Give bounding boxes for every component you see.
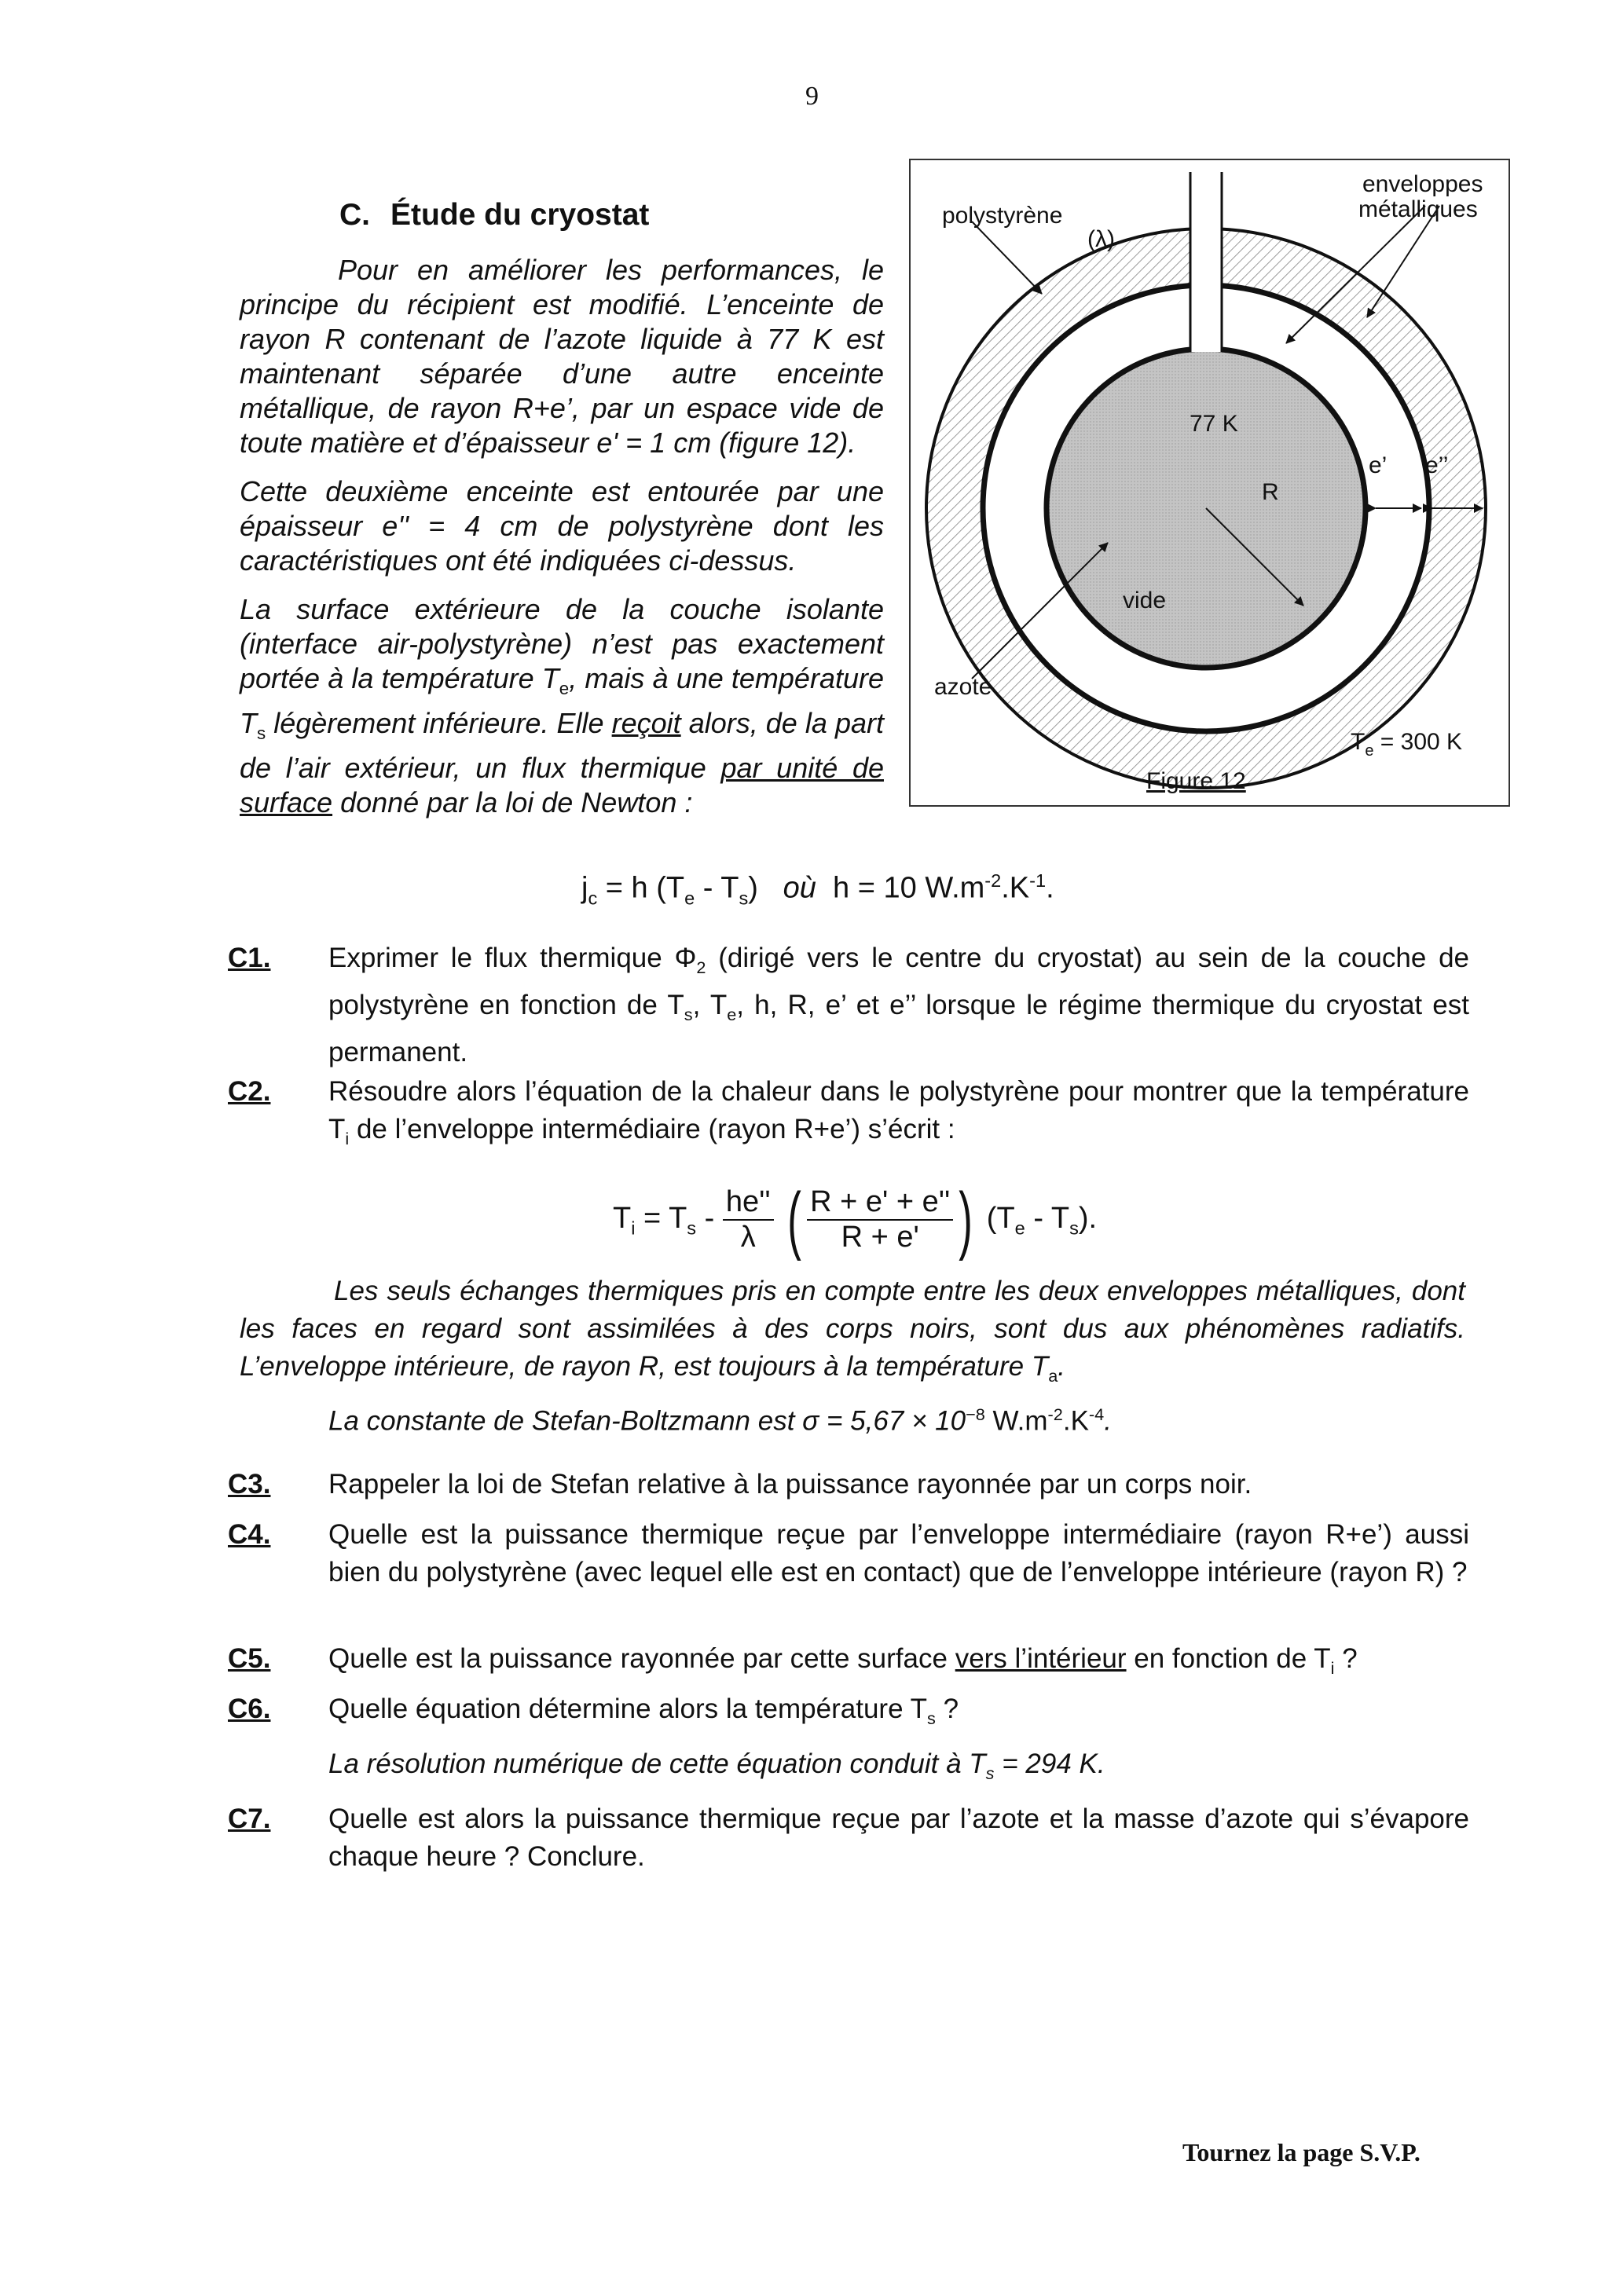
label-e-prime: e’ xyxy=(1369,452,1388,478)
question-label: C1. xyxy=(228,943,271,973)
question-label: C7. xyxy=(228,1803,271,1834)
neck-tube xyxy=(1190,160,1222,352)
question-c7: C7. Quelle est alors la puissance thermique reçue par l’azote et la masse d’azote qui s’évapore chaque heure ? Conclure. xyxy=(228,1800,1469,1876)
label-vide: vide xyxy=(1123,588,1167,613)
stefan-constant-note: La constante de Stefan-Boltzmann est $\sigma = 5,67 \times 10^{-8}$ $W.m^{-2}.K^{-4}$. xyxy=(328,1404,1112,1437)
cryostat-diagram xyxy=(911,160,1509,805)
section-title-text: Étude du cryostat xyxy=(390,198,650,232)
intro-paragraph-1: Pour en améliorer les performances, le principe du récipient est modifié. L’enceinte de rayon R contenant de l’azote liquide à 77 K est maintenant séparée d’une autre enceinte métallique, de rayon R+e’, par un espace vide de toute matière et d’épaisseur e' = 1 cm (figure 12). xyxy=(240,254,884,459)
newton-law-equation: $j_c = h$ $(T_e - T_s)$ où h = 10 $W.m^{-2}.K^{-1}$. xyxy=(581,870,1054,909)
label-metalliques: métalliques xyxy=(1358,196,1478,222)
underlined-recoit: reçoit xyxy=(611,707,681,740)
label-te: $T_e = 300$ K xyxy=(1351,729,1463,760)
question-c4: C4. Quelle est la puissance thermique reçue par l’enveloppe intermédiaire (rayon R+e’) aussi bien du polystyrène (avec lequel elle est en contact) que de l’enveloppe intérieure (rayon R) ? xyxy=(228,1516,1469,1591)
footer-turn-page: Tournez la page S.V.P. xyxy=(1182,2138,1421,2166)
question-c2: C2. Résoudre alors l’équation de la chaleur dans le polystyrène pour montrer que la température $T_i$ de l’enveloppe intermédiaire (rayon R+e’) s’écrit : xyxy=(228,1073,1469,1158)
question-c1: C1. Exprimer le flux thermique $\Phi_2$ (dirigé vers le centre du cryostat) au sein de la couche de polystyrène en fonction de $T_s$, $T_e$, h, R, e’ et e’’ lorsque le régime thermique du cryostat est permanent. xyxy=(228,939,1469,1071)
underlined-par-unite-de-surface: par unité de surface xyxy=(240,752,884,819)
section-title xyxy=(339,198,649,233)
label-radius: R xyxy=(1262,479,1279,505)
page-number: 9 xyxy=(805,82,819,111)
question-label: C5. xyxy=(228,1643,271,1674)
question-c5: C5. Quelle est la puissance rayonnée par cette surface vers l’intérieur en fonction de $T_i$ ? xyxy=(228,1640,1469,1687)
underlined-vers-interieur: vers l’intérieur xyxy=(955,1643,1127,1674)
question-label: C3. xyxy=(228,1469,271,1500)
intro-paragraph-2: Cette deuxième enceinte est entourée par une épaisseur e'' = 4 cm de polystyrène dont les caractéristiques ont été indiquées ci-dessus. xyxy=(240,475,884,577)
figure-12 xyxy=(909,159,1510,807)
radiation-paragraph: Les seuls échanges thermiques pris en compte entre les deux enveloppes métalliques, dont les faces en regard sont assimilées à des corps noirs, sont dus aux phénomènes radiatifs. L’enveloppe intérieure, de rayon R, est toujours à la température $T_a$. xyxy=(240,1276,1465,1386)
intro-text xyxy=(240,253,884,834)
section-letter: C. xyxy=(339,198,370,232)
label-polystyrene: polystyrène xyxy=(942,203,1063,229)
question-label: C2. xyxy=(228,1076,271,1107)
label-77k: 77 K xyxy=(1190,411,1238,437)
label-e-double: e’’ xyxy=(1425,452,1449,478)
label-azote: azote xyxy=(934,674,992,700)
question-label: C6. xyxy=(228,1694,271,1724)
formula-ti: $T_i = T_s$ - $\frac{he''}{\lambda}$ ( $\frac{R + e' + e''}{R + e'}$ ) $(T_e - T_s)$. xyxy=(613,1177,1098,1262)
question-c3: C3. Rappeler la loi de Stefan relative à la puissance rayonnée par un corps noir. xyxy=(228,1466,1469,1503)
figure-caption: Figure 12 xyxy=(1146,768,1246,794)
question-label: C4. xyxy=(228,1519,271,1550)
question-c6: C6. Quelle équation détermine alors la température $T_s$ ? xyxy=(228,1690,1469,1738)
result-note: La résolution numérique de cette équation conduit à $T_s = 294$ K. xyxy=(328,1749,1105,1783)
label-lambda: (λ) xyxy=(1087,226,1115,252)
intro-paragraph-3: La surface extérieure de la couche isolante (interface air-polystyrène) n’est pas exactement portée à la température $T_e$, mais à une température $T_s$ légèrement inférieure. Elle reçoit alors, de la part de l’air extérieur, un flux thermique par unité de surface donné par la loi de Newton : xyxy=(240,593,884,819)
label-enveloppes: enveloppes xyxy=(1362,171,1483,197)
